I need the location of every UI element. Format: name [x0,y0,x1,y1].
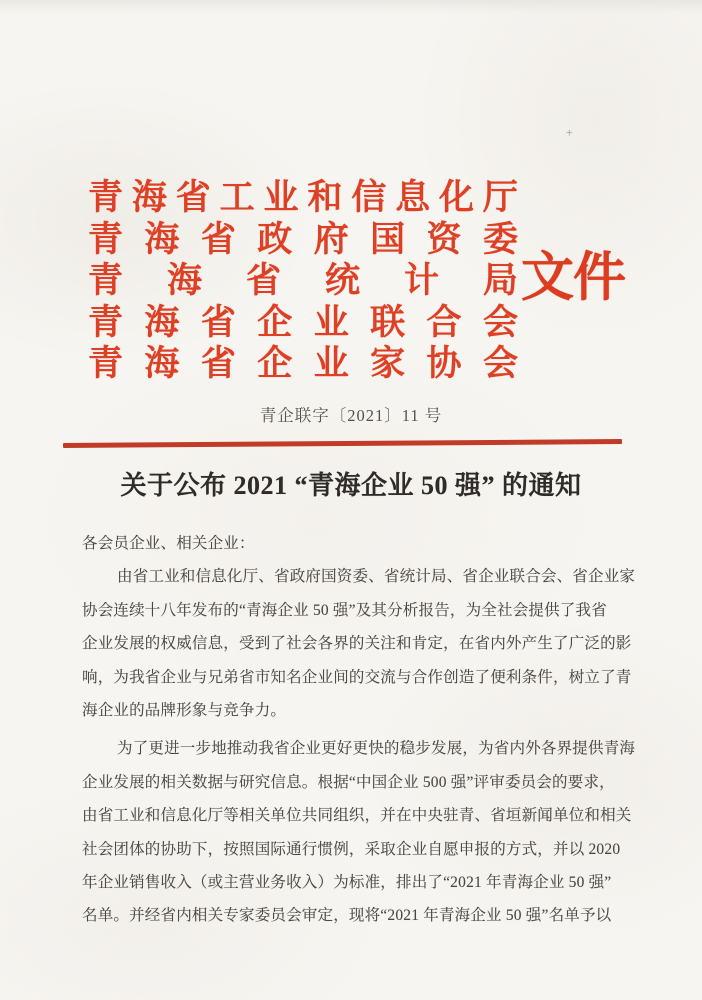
agency-line-char: 海 [144,344,180,384]
agency-line-char: 业 [313,302,349,342]
agency-line-char: 厅 [482,178,518,218]
body-line: 为了更进一步地推动我省企业更好更快的稳步发展，为省内外各界提供青海 [117,740,636,758]
agency-line [88,343,518,385]
agency-line-char: 海 [144,302,180,342]
body-line: 由省工业和信息化厅等相关单位共同组织，并在中央驻青、省垣新闻单位和相关 [82,807,632,825]
agency-line-char: 企 [257,302,293,342]
agency-line-char: 府 [313,219,349,259]
agency-line [88,177,518,219]
agency-line-char: 和 [307,178,343,218]
agency-line-char: 青 [88,219,124,259]
letterhead [88,177,518,385]
registration-mark: + [566,126,573,139]
body-line: 响，为我省企业与兄弟省市知名企业间的交流与合作创造了便利条件，树立了青 [82,668,632,686]
agency-line-char: 计 [403,261,439,301]
agency-line-char: 化 [439,178,475,218]
body-line: 社会团体的协助下，按照国际通行惯例，采取企业自愿申报的方式，并以 2020 [82,840,621,858]
agency-line-char: 青 [88,344,124,384]
body-line: 名单。并经省内相关专家委员会审定，现将“2021 年青海企业 50 强”名单予以 [82,907,612,925]
agency-line [88,219,518,261]
agency-line-char: 业 [313,344,349,384]
agency-line-char: 省 [200,302,236,342]
agency-line-char: 统 [324,261,360,301]
body-line: 协会连续十八年发布的“青海企业 50 强”及其分析报告，为全社会提供了我省 [82,601,607,619]
body-line: 年企业销售收入（或主营业务收入）为标准，排出了“2021 年青海企业 50 强” [82,873,612,891]
body-line: 由省工业和信息化厅、省政府国资委、省统计局、省企业联合会、省企业家 [117,568,636,586]
agency-line [88,302,518,344]
agency-line-char: 业 [263,178,299,218]
agency-line-char: 合 [426,302,462,342]
agency-line-char: 委 [482,219,518,259]
agency-line-char: 省 [245,261,281,301]
agency-line-char: 青 [88,261,124,301]
agency-line-char: 国 [370,219,406,259]
doc-number: 青企联字〔2021〕11 号 [259,406,443,425]
agency-line-char: 青 [88,302,124,342]
agency-line-char: 政 [257,219,293,259]
agency-line-char: 海 [166,261,202,301]
agency-line-char: 工 [219,178,255,218]
doc-type-label: 文件 [521,249,625,307]
red-divider-line [63,439,622,447]
agency-lines [88,177,518,385]
body-line: 企业发展的权威信息，受到了社会各界的关注和肯定，在省内外产生了广泛的影 [82,635,632,653]
body-text [82,527,636,933]
agency-line-char: 海 [144,219,180,259]
body-line: 各会员企业、相关企业： [82,535,255,552]
agency-line [88,260,518,302]
agency-line-char: 省 [200,219,236,259]
agency-line-char: 联 [370,302,406,342]
agency-line-char: 息 [395,178,431,218]
agency-line-char: 协 [426,344,462,384]
agency-line-char: 会 [482,302,518,342]
agency-line-char: 家 [370,344,406,384]
body-line: 企业发展的相关数据与研究信息。根据“中国企业 500 强”评审委员会的要求， [82,773,615,791]
body-line: 海企业的品牌形象与竞争力。 [82,701,287,719]
agency-line-char: 信 [351,178,387,218]
agency-line-char: 省 [200,344,236,384]
doc-title: 关于公布 2021 “青海企业 50 强” 的通知 [120,471,582,500]
agency-line-char: 企 [257,344,293,384]
agency-line-char: 青 [88,178,124,218]
agency-line-char: 省 [175,178,211,218]
agency-line-char: 会 [482,344,518,384]
agency-line-char: 局 [482,261,518,301]
agency-line-char: 海 [131,178,167,218]
agency-line-char: 资 [426,219,462,259]
